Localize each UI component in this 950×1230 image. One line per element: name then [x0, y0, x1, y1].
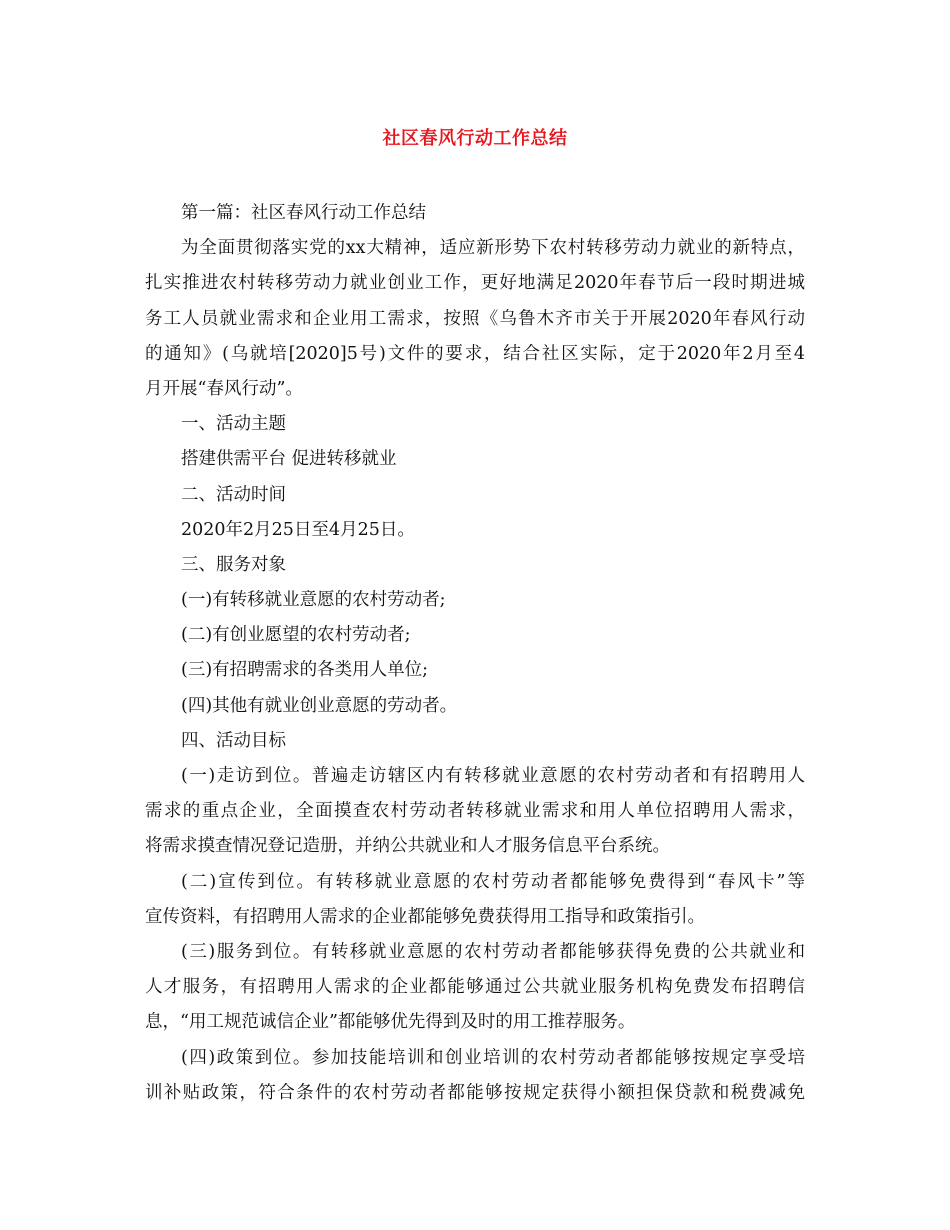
list-item: (三)有招聘需求的各类用人单位; — [181, 660, 429, 681]
paragraph-line: 的通知》(乌就培[2020]5号)文件的要求，结合社区实际，定于2020年2月至4 — [145, 343, 805, 364]
paragraph-line: 息，“用工规范诚信企业”都能够优先得到及时的用工推荐服务。 — [145, 1012, 636, 1033]
section-heading: 二、活动时间 — [181, 484, 286, 505]
section-heading: 第一篇：社区春风行动工作总结 — [181, 203, 426, 223]
document-title: 社区春风行动工作总结 — [382, 128, 568, 149]
document-body — [145, 196, 805, 1111]
paragraph-line: 务工人员就业需求和企业用工需求，按照《乌鲁木齐市关于开展2020年春风行动 — [145, 308, 805, 329]
section-heading: 四、活动目标 — [181, 730, 286, 751]
paragraph-line: 月开展“春风行动”。 — [145, 378, 303, 399]
paragraph-line: (三)服务到位。有转移就业意愿的农村劳动者都能够获得免费的公共就业和 — [181, 941, 805, 962]
paragraph-line: 扎实推进农村转移劳动力就业创业工作，更好地满足2020年春节后一段时期进城 — [145, 273, 805, 294]
list-item: (四)其他有就业创业意愿的劳动者。 — [181, 695, 458, 716]
paragraph-line: (四)政策到位。参加技能培训和创业培训的农村劳动者都能够按规定享受培 — [181, 1047, 805, 1068]
section-heading: 一、活动主题 — [181, 414, 286, 435]
list-item: (一)有转移就业意愿的农村劳动者; — [181, 590, 446, 611]
paragraph-line: 为全面贯彻落实党的xx大精神，适应新形势下农村转移劳动力就业的新特点， — [181, 238, 805, 259]
paragraph-line: 将需求摸查情况登记造册，并纳公共就业和人才服务信息平台系统。 — [145, 836, 670, 857]
paragraph-line: (一)走访到位。普遍走访辖区内有转移就业意愿的农村劳动者和有招聘用人 — [181, 766, 805, 786]
paragraph-line: 训补贴政策，符合条件的农村劳动者都能够按规定获得小额担保贷款和税费减免 — [145, 1082, 805, 1103]
section-heading: 三、服务对象 — [181, 554, 286, 575]
paragraph-line: (二)宣传到位。有转移就业意愿的农村劳动者都能够免费得到“春风卡”等 — [181, 871, 805, 892]
list-item: (二)有创业愿望的农村劳动者; — [181, 625, 411, 646]
paragraph-line: 宣传资料，有招聘用人需求的企业都能够免费获得用工指导和政策指引。 — [145, 906, 705, 927]
paragraph-line: 需求的重点企业，全面摸查农村劳动者转移就业需求和用人单位招聘用人需求， — [145, 801, 805, 822]
paragraph-line: 搭建供需平台 促进转移就业 — [181, 449, 397, 470]
paragraph-line: 人才服务，有招聘用人需求的企业都能够通过公共就业服务机构免费发布招聘信 — [145, 977, 805, 998]
paragraph-line: 2020年2月25日至4月25日。 — [181, 519, 415, 540]
